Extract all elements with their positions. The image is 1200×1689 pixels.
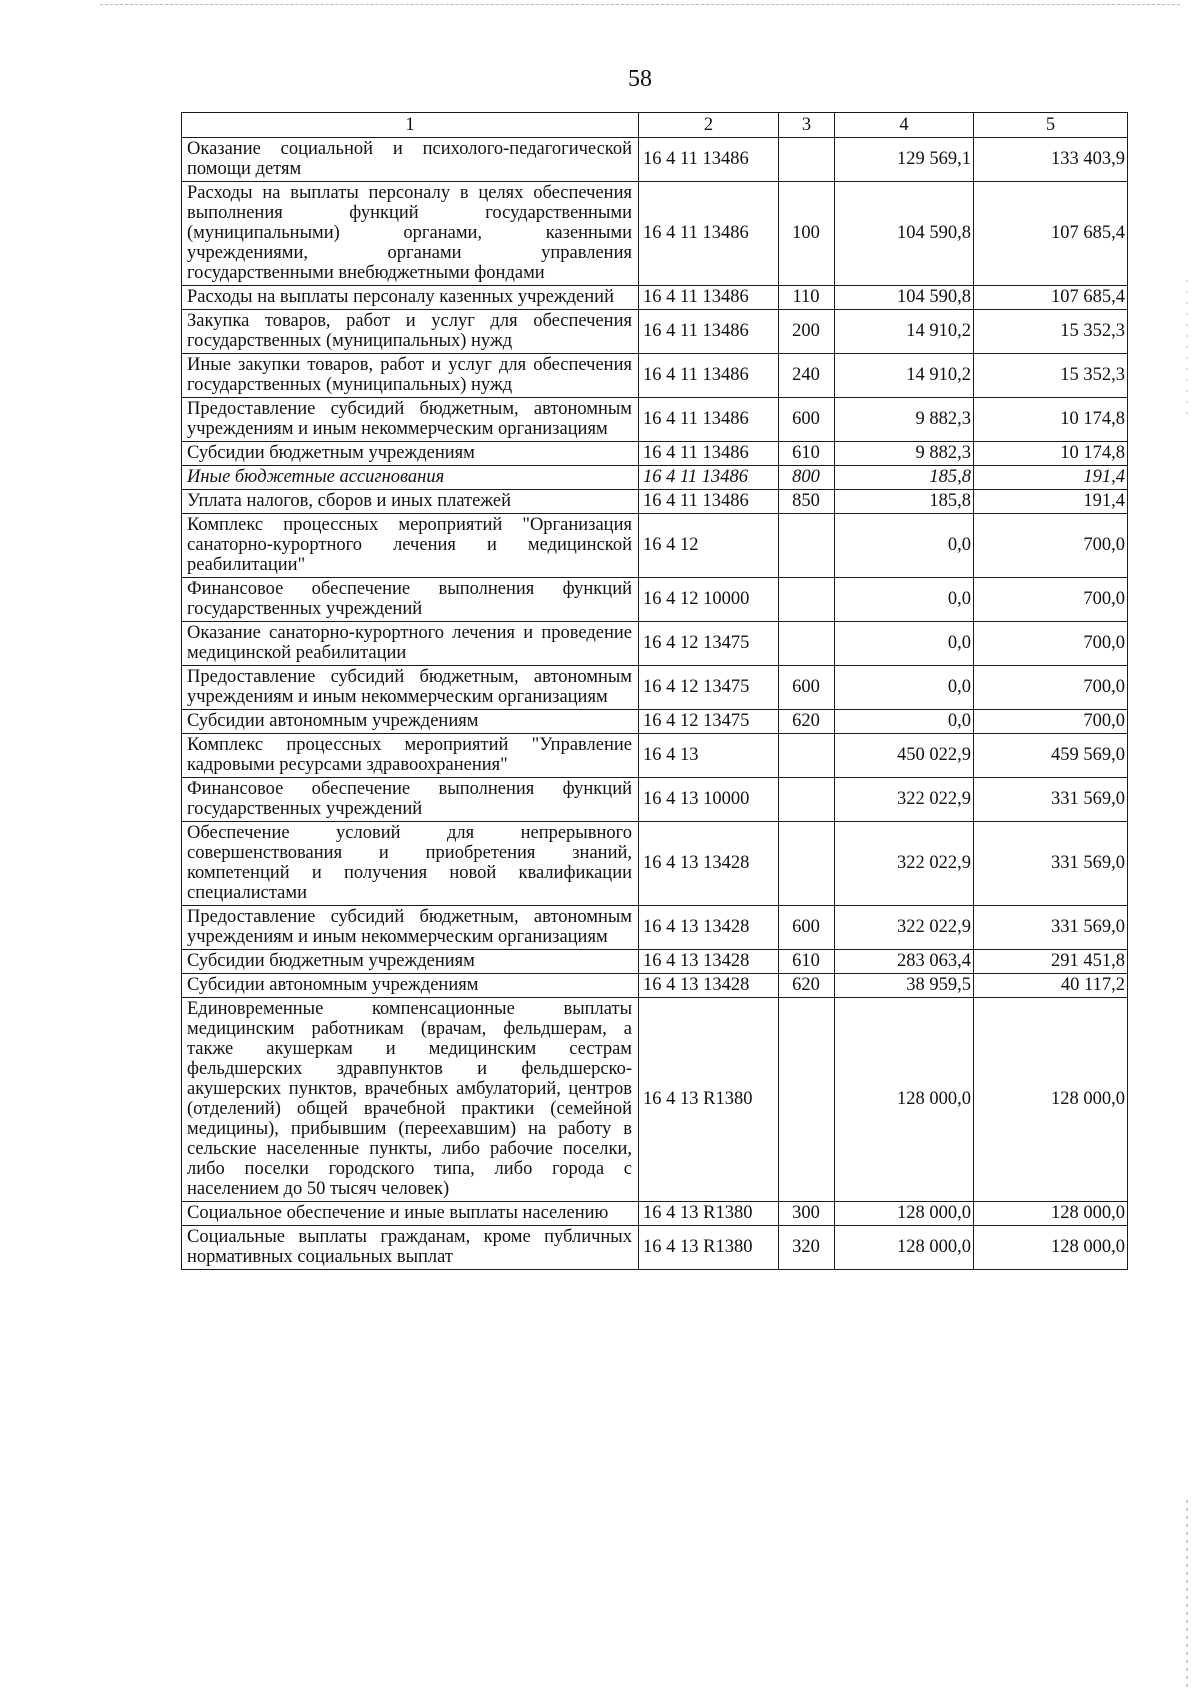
row-code: 16 4 13 13428 <box>639 906 779 950</box>
row-value-col5: 700,0 <box>974 622 1128 666</box>
table-row <box>182 514 1128 578</box>
row-expense-type <box>779 578 835 622</box>
column-header-4: 4 <box>835 113 974 138</box>
row-code: 16 4 13 13428 <box>639 974 779 998</box>
row-value-col4: 128 000,0 <box>835 1226 974 1270</box>
table-row <box>182 310 1128 354</box>
budget-table <box>181 112 1128 1270</box>
row-name: Социальное обеспечение и иные выплаты населению <box>182 1202 639 1226</box>
row-code: 16 4 12 13475 <box>639 622 779 666</box>
row-name: Расходы на выплаты персоналу казенных учреждений <box>182 286 639 310</box>
row-value-col5: 15 352,3 <box>974 310 1128 354</box>
row-name: Оказание социальной и психолого-педагогической помощи детям <box>182 138 639 182</box>
column-header-3: 3 <box>779 113 835 138</box>
row-value-col4: 450 022,9 <box>835 734 974 778</box>
row-code: 16 4 11 13486 <box>639 138 779 182</box>
table-row <box>182 466 1128 490</box>
row-value-col5: 40 117,2 <box>974 974 1128 998</box>
row-value-col4: 0,0 <box>835 514 974 578</box>
table-row <box>182 974 1128 998</box>
row-name: Уплата налогов, сборов и иных платежей <box>182 490 639 514</box>
table-row <box>182 578 1128 622</box>
row-value-col4: 104 590,8 <box>835 286 974 310</box>
row-code: 16 4 13 <box>639 734 779 778</box>
table-row <box>182 906 1128 950</box>
row-expense-type <box>779 778 835 822</box>
row-value-col4: 185,8 <box>835 466 974 490</box>
row-value-col5: 291 451,8 <box>974 950 1128 974</box>
row-value-col5: 331 569,0 <box>974 906 1128 950</box>
scan-edge-line <box>100 4 1180 5</box>
row-code: 16 4 11 13486 <box>639 442 779 466</box>
column-header-1: 1 <box>182 113 639 138</box>
row-code: 16 4 11 13486 <box>639 286 779 310</box>
row-code: 16 4 13 R1380 <box>639 1226 779 1270</box>
column-header-2: 2 <box>639 113 779 138</box>
row-value-col4: 322 022,9 <box>835 822 974 906</box>
row-name: Комплекс процессных мероприятий "Организация санаторно-курортного лечения и медицинской реабилитации" <box>182 514 639 578</box>
row-expense-type <box>779 734 835 778</box>
page-number: 58 <box>628 66 652 92</box>
table-row <box>182 734 1128 778</box>
row-name: Обеспечение условий для непрерывного совершенствования и приобретения знаний, компетенций и получения новой квалификации специалистами <box>182 822 639 906</box>
row-expense-type: 620 <box>779 974 835 998</box>
table-row <box>182 286 1128 310</box>
row-expense-type: 110 <box>779 286 835 310</box>
row-expense-type: 240 <box>779 354 835 398</box>
table-header-row <box>182 113 1128 138</box>
row-value-col5: 700,0 <box>974 514 1128 578</box>
table-row <box>182 490 1128 514</box>
table-row <box>182 182 1128 286</box>
row-code: 16 4 13 R1380 <box>639 998 779 1202</box>
table-row <box>182 666 1128 710</box>
row-name: Субсидии автономным учреждениям <box>182 974 639 998</box>
row-name: Предоставление субсидий бюджетным, автономным учреждениям и иным некоммерческим организациям <box>182 906 639 950</box>
row-name: Единовременные компенсационные выплаты медицинским работникам (врачам, фельдшерам, а также акушеркам и медицинским сестрам фельдшерских здравпунктов и фельдшерско-акушерских пунктов, врачебных амбулаторий, центров (отделений) общей врачебной практики (семейной медицины), прибывшим (переехавшим) на работу в сельские населенные пункты, либо рабочие поселки, либо поселки городского типа, либо города с населением до 50 тысяч человек) <box>182 998 639 1202</box>
row-value-col4: 0,0 <box>835 666 974 710</box>
row-expense-type <box>779 998 835 1202</box>
row-value-col4: 129 569,1 <box>835 138 974 182</box>
row-value-col4: 128 000,0 <box>835 998 974 1202</box>
row-expense-type: 600 <box>779 906 835 950</box>
row-code: 16 4 11 13486 <box>639 490 779 514</box>
row-expense-type: 610 <box>779 950 835 974</box>
table-row <box>182 1226 1128 1270</box>
table-row <box>182 1202 1128 1226</box>
row-name: Расходы на выплаты персоналу в целях обеспечения выполнения функций государственными (муниципальными) органами, казенными учреждениями, органами управления государственными внебюджетными фондами <box>182 182 639 286</box>
row-name: Социальные выплаты гражданам, кроме публичных нормативных социальных выплат <box>182 1226 639 1270</box>
row-value-col4: 128 000,0 <box>835 1202 974 1226</box>
row-value-col5: 700,0 <box>974 666 1128 710</box>
row-expense-type: 600 <box>779 666 835 710</box>
row-expense-type <box>779 622 835 666</box>
row-expense-type <box>779 138 835 182</box>
table-row <box>182 998 1128 1202</box>
row-code: 16 4 12 13475 <box>639 666 779 710</box>
row-value-col4: 322 022,9 <box>835 906 974 950</box>
table-row <box>182 442 1128 466</box>
row-value-col4: 283 063,4 <box>835 950 974 974</box>
row-expense-type: 300 <box>779 1202 835 1226</box>
row-value-col5: 700,0 <box>974 578 1128 622</box>
row-value-col4: 0,0 <box>835 710 974 734</box>
row-value-col4: 9 882,3 <box>835 442 974 466</box>
scan-edge-marks <box>1184 0 1190 1689</box>
row-value-col5: 107 685,4 <box>974 182 1128 286</box>
row-value-col5: 15 352,3 <box>974 354 1128 398</box>
row-value-col5: 459 569,0 <box>974 734 1128 778</box>
row-code: 16 4 11 13486 <box>639 310 779 354</box>
table-row <box>182 778 1128 822</box>
row-code: 16 4 13 10000 <box>639 778 779 822</box>
row-value-col4: 322 022,9 <box>835 778 974 822</box>
row-value-col4: 0,0 <box>835 622 974 666</box>
row-expense-type <box>779 514 835 578</box>
row-value-col4: 0,0 <box>835 578 974 622</box>
row-name: Комплекс процессных мероприятий "Управление кадровыми ресурсами здравоохранения" <box>182 734 639 778</box>
row-value-col4: 104 590,8 <box>835 182 974 286</box>
row-expense-type: 850 <box>779 490 835 514</box>
row-code: 16 4 11 13486 <box>639 182 779 286</box>
row-value-col5: 191,4 <box>974 490 1128 514</box>
row-code: 16 4 12 <box>639 514 779 578</box>
table-row <box>182 822 1128 906</box>
row-value-col5: 10 174,8 <box>974 442 1128 466</box>
row-value-col5: 191,4 <box>974 466 1128 490</box>
row-name: Иные закупки товаров, работ и услуг для обеспечения государственных (муниципальных) нужд <box>182 354 639 398</box>
table-row <box>182 354 1128 398</box>
row-value-col5: 128 000,0 <box>974 998 1128 1202</box>
row-name: Субсидии бюджетным учреждениям <box>182 442 639 466</box>
row-expense-type <box>779 822 835 906</box>
row-expense-type: 100 <box>779 182 835 286</box>
row-value-col4: 14 910,2 <box>835 354 974 398</box>
row-value-col5: 133 403,9 <box>974 138 1128 182</box>
table-body <box>182 113 1128 1270</box>
row-expense-type: 610 <box>779 442 835 466</box>
row-value-col4: 185,8 <box>835 490 974 514</box>
row-expense-type: 600 <box>779 398 835 442</box>
row-name: Предоставление субсидий бюджетным, автономным учреждениям и иным некоммерческим организациям <box>182 666 639 710</box>
table-row <box>182 398 1128 442</box>
row-value-col5: 128 000,0 <box>974 1226 1128 1270</box>
row-code: 16 4 13 13428 <box>639 950 779 974</box>
table-row <box>182 138 1128 182</box>
row-name: Оказание санаторно-курортного лечения и проведение медицинской реабилитации <box>182 622 639 666</box>
row-value-col4: 38 959,5 <box>835 974 974 998</box>
row-name: Закупка товаров, работ и услуг для обеспечения государственных (муниципальных) нужд <box>182 310 639 354</box>
row-value-col5: 107 685,4 <box>974 286 1128 310</box>
row-name: Иные бюджетные ассигнования <box>182 466 639 490</box>
row-code: 16 4 13 R1380 <box>639 1202 779 1226</box>
row-code: 16 4 12 10000 <box>639 578 779 622</box>
row-expense-type: 320 <box>779 1226 835 1270</box>
row-code: 16 4 11 13486 <box>639 466 779 490</box>
row-value-col4: 14 910,2 <box>835 310 974 354</box>
row-name: Предоставление субсидий бюджетным, автономным учреждениям и иным некоммерческим организациям <box>182 398 639 442</box>
row-value-col5: 700,0 <box>974 710 1128 734</box>
row-value-col5: 10 174,8 <box>974 398 1128 442</box>
row-code: 16 4 13 13428 <box>639 822 779 906</box>
row-value-col5: 331 569,0 <box>974 778 1128 822</box>
row-code: 16 4 12 13475 <box>639 710 779 734</box>
row-expense-type: 200 <box>779 310 835 354</box>
row-value-col4: 9 882,3 <box>835 398 974 442</box>
row-value-col5: 331 569,0 <box>974 822 1128 906</box>
row-name: Субсидии автономным учреждениям <box>182 710 639 734</box>
row-expense-type: 620 <box>779 710 835 734</box>
row-expense-type: 800 <box>779 466 835 490</box>
row-name: Финансовое обеспечение выполнения функций государственных учреждений <box>182 578 639 622</box>
column-header-5: 5 <box>974 113 1128 138</box>
table-row <box>182 710 1128 734</box>
table-row <box>182 622 1128 666</box>
row-value-col5: 128 000,0 <box>974 1202 1128 1226</box>
row-code: 16 4 11 13486 <box>639 354 779 398</box>
row-code: 16 4 11 13486 <box>639 398 779 442</box>
table-row <box>182 950 1128 974</box>
row-name: Финансовое обеспечение выполнения функций государственных учреждений <box>182 778 639 822</box>
row-name: Субсидии бюджетным учреждениям <box>182 950 639 974</box>
